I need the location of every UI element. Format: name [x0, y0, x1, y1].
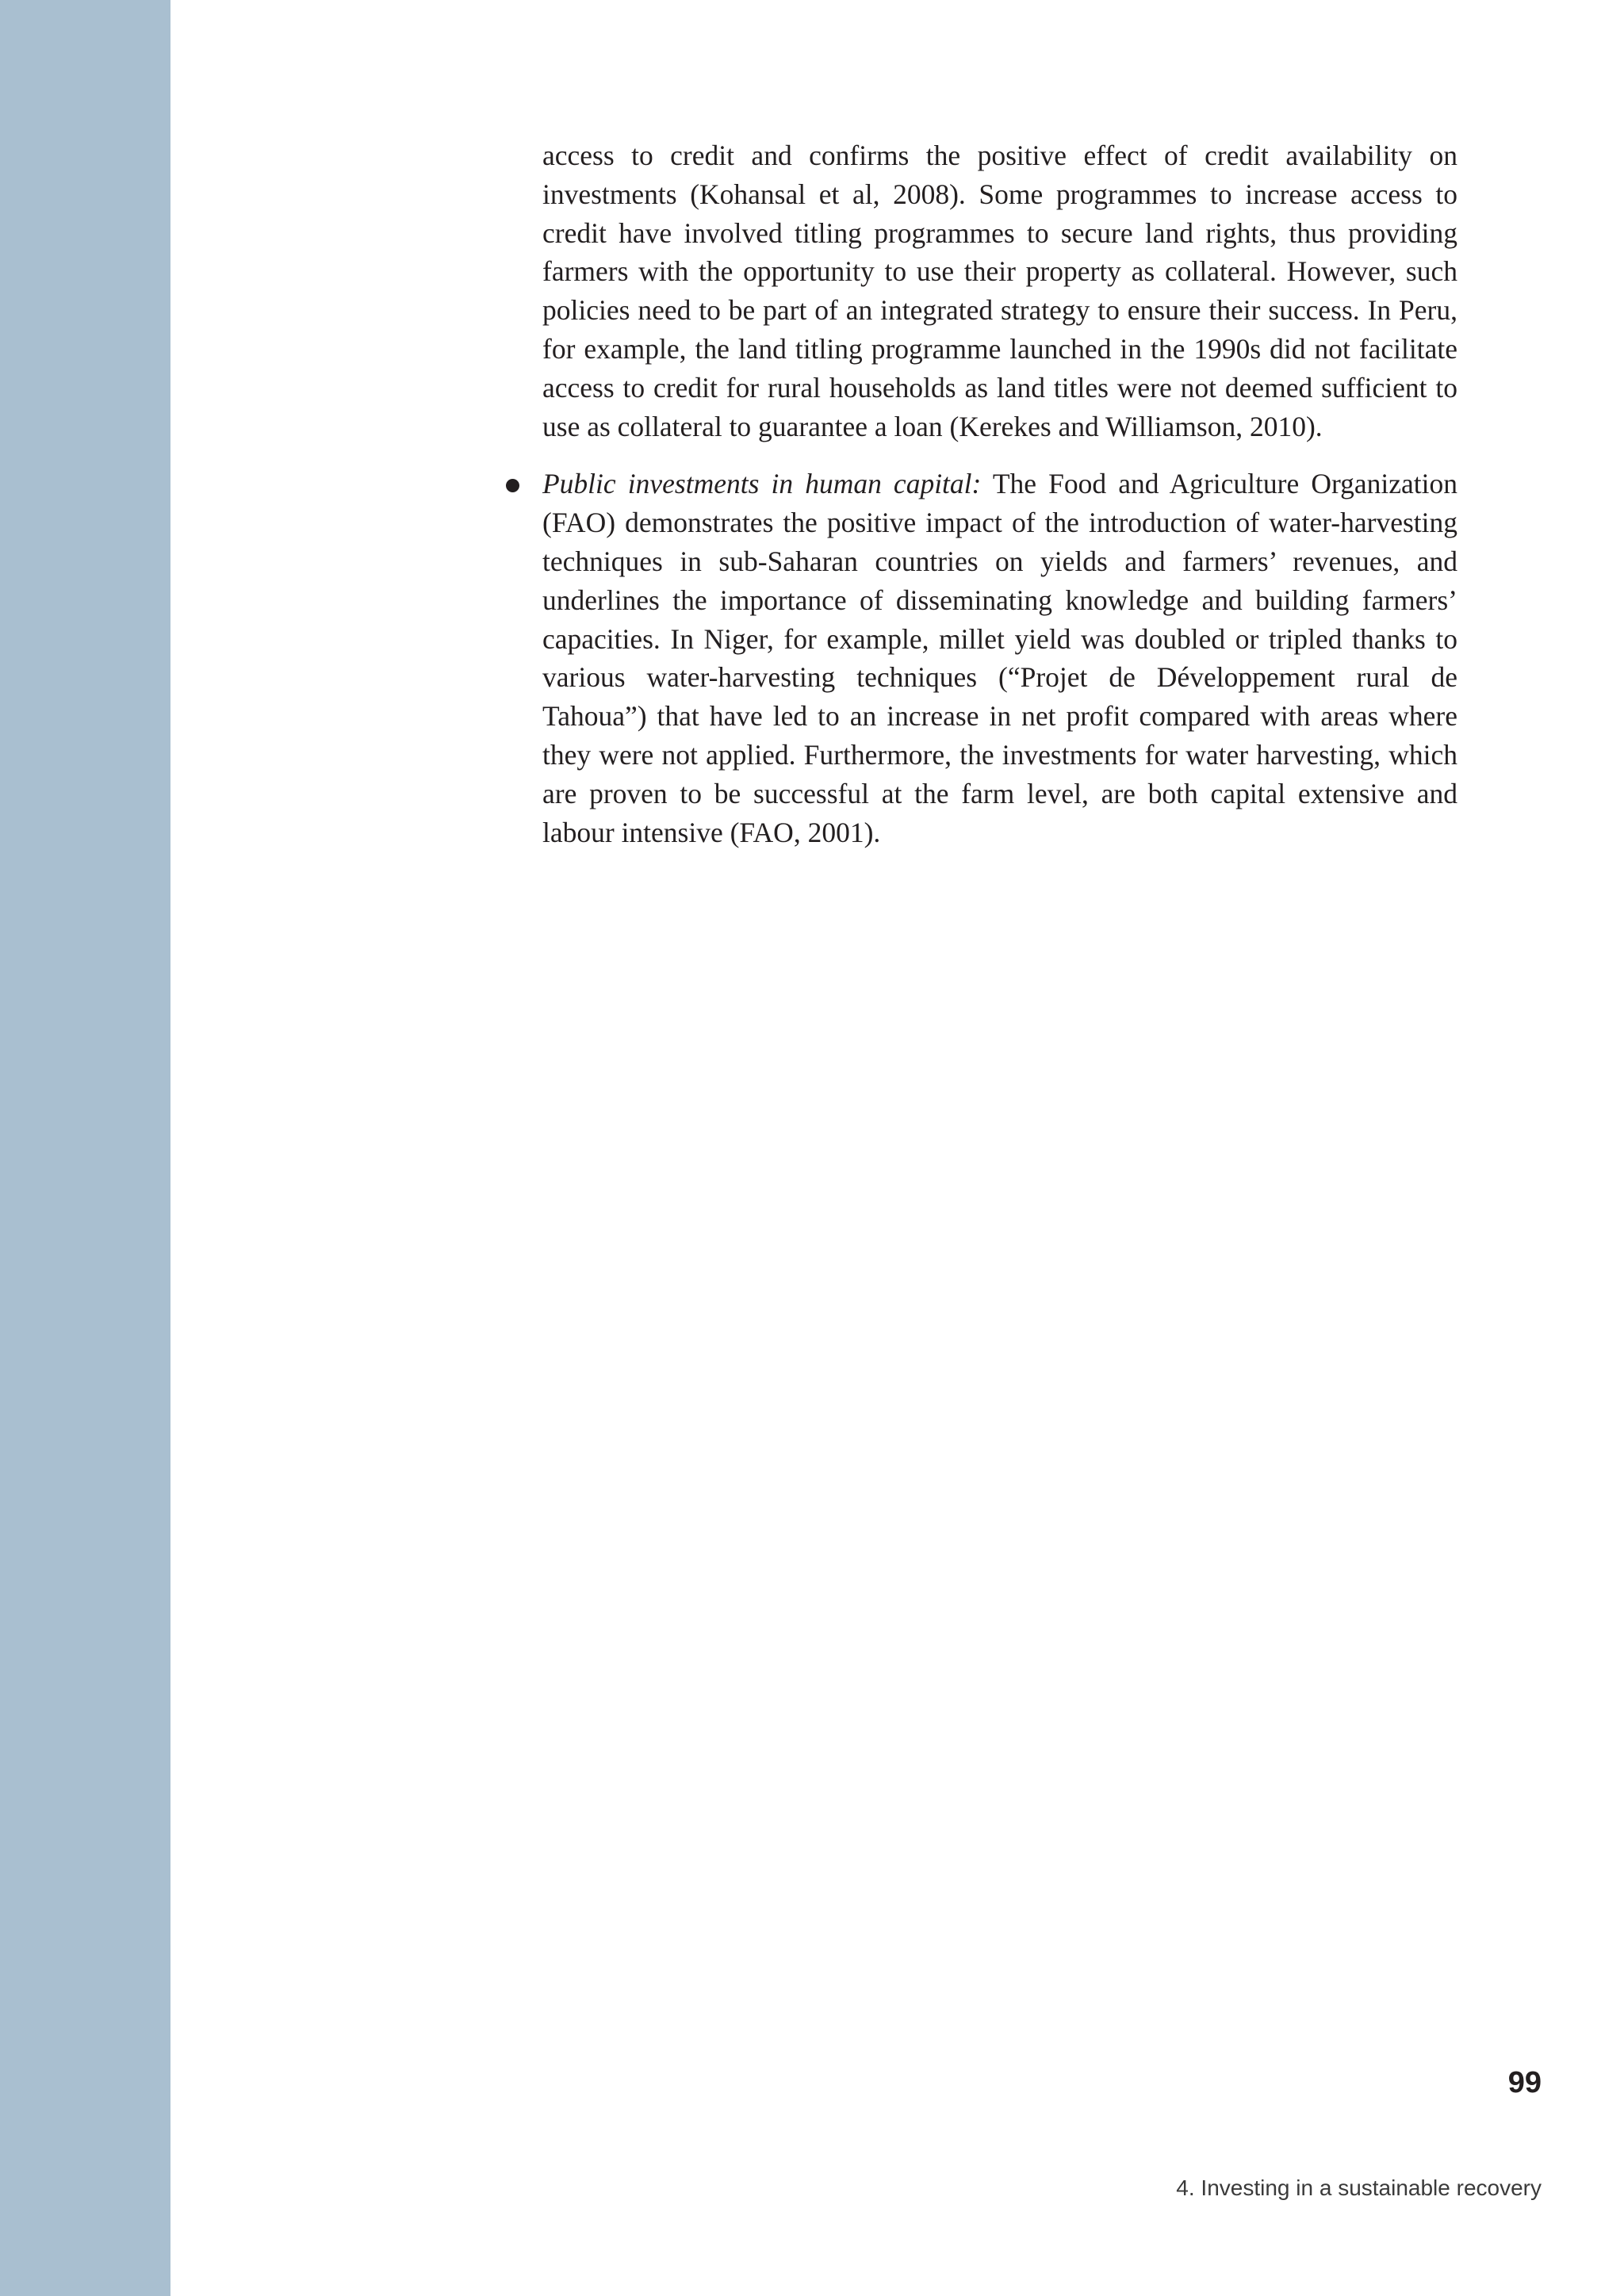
bullet-lead-italic: Public investments in human capital:	[542, 468, 982, 500]
main-body-text	[542, 136, 1457, 851]
side-color-band	[0, 0, 170, 2296]
bullet-dot-icon	[506, 479, 519, 492]
bullet-body-text: The Food and Agriculture Organization (FAO) demonstrates the positive impact of the introduction of water-harvesting techniques in sub-Saharan countries on yields and farmers’ revenues, and underlines the importance of disseminating knowledge and building farmers’ capacities. In Niger, for example, millet yield was doubled or tripled thanks to various water-harvesting techniques (“Projet de Développement rural de Tahoua”) that have led to an increase in net profit compared with areas where they were not applied. Furthermore, the investments for water harvesting, which are proven to be successful at the farm level, are both capital extensive and labour intensive (FAO, 2001).	[542, 468, 1457, 848]
page-number: 99	[1507, 2066, 1542, 2099]
continuation-paragraph: access to credit and confirms the positive effect of credit availability on investments (Kohansal et al, 2008). Some programmes to increase access to credit have involved titling programmes to secure land rights, thus providing farmers with the opportunity to use their property as collateral. However, such policies need to be part of an integrated strategy to ensure their success. In Peru, for example, the land titling programme launched in the 1990s did not facilitate access to credit for rural households as land titles were not deemed sufficient to use as collateral to guarantee a loan (Kerekes and Williamson, 2010).	[542, 140, 1457, 442]
footer-chapter-title: 4. Investing in a sustainable recovery	[1176, 2175, 1542, 2200]
bullet-paragraph	[542, 465, 1457, 851]
bullet-item-human-capital	[542, 465, 1457, 851]
